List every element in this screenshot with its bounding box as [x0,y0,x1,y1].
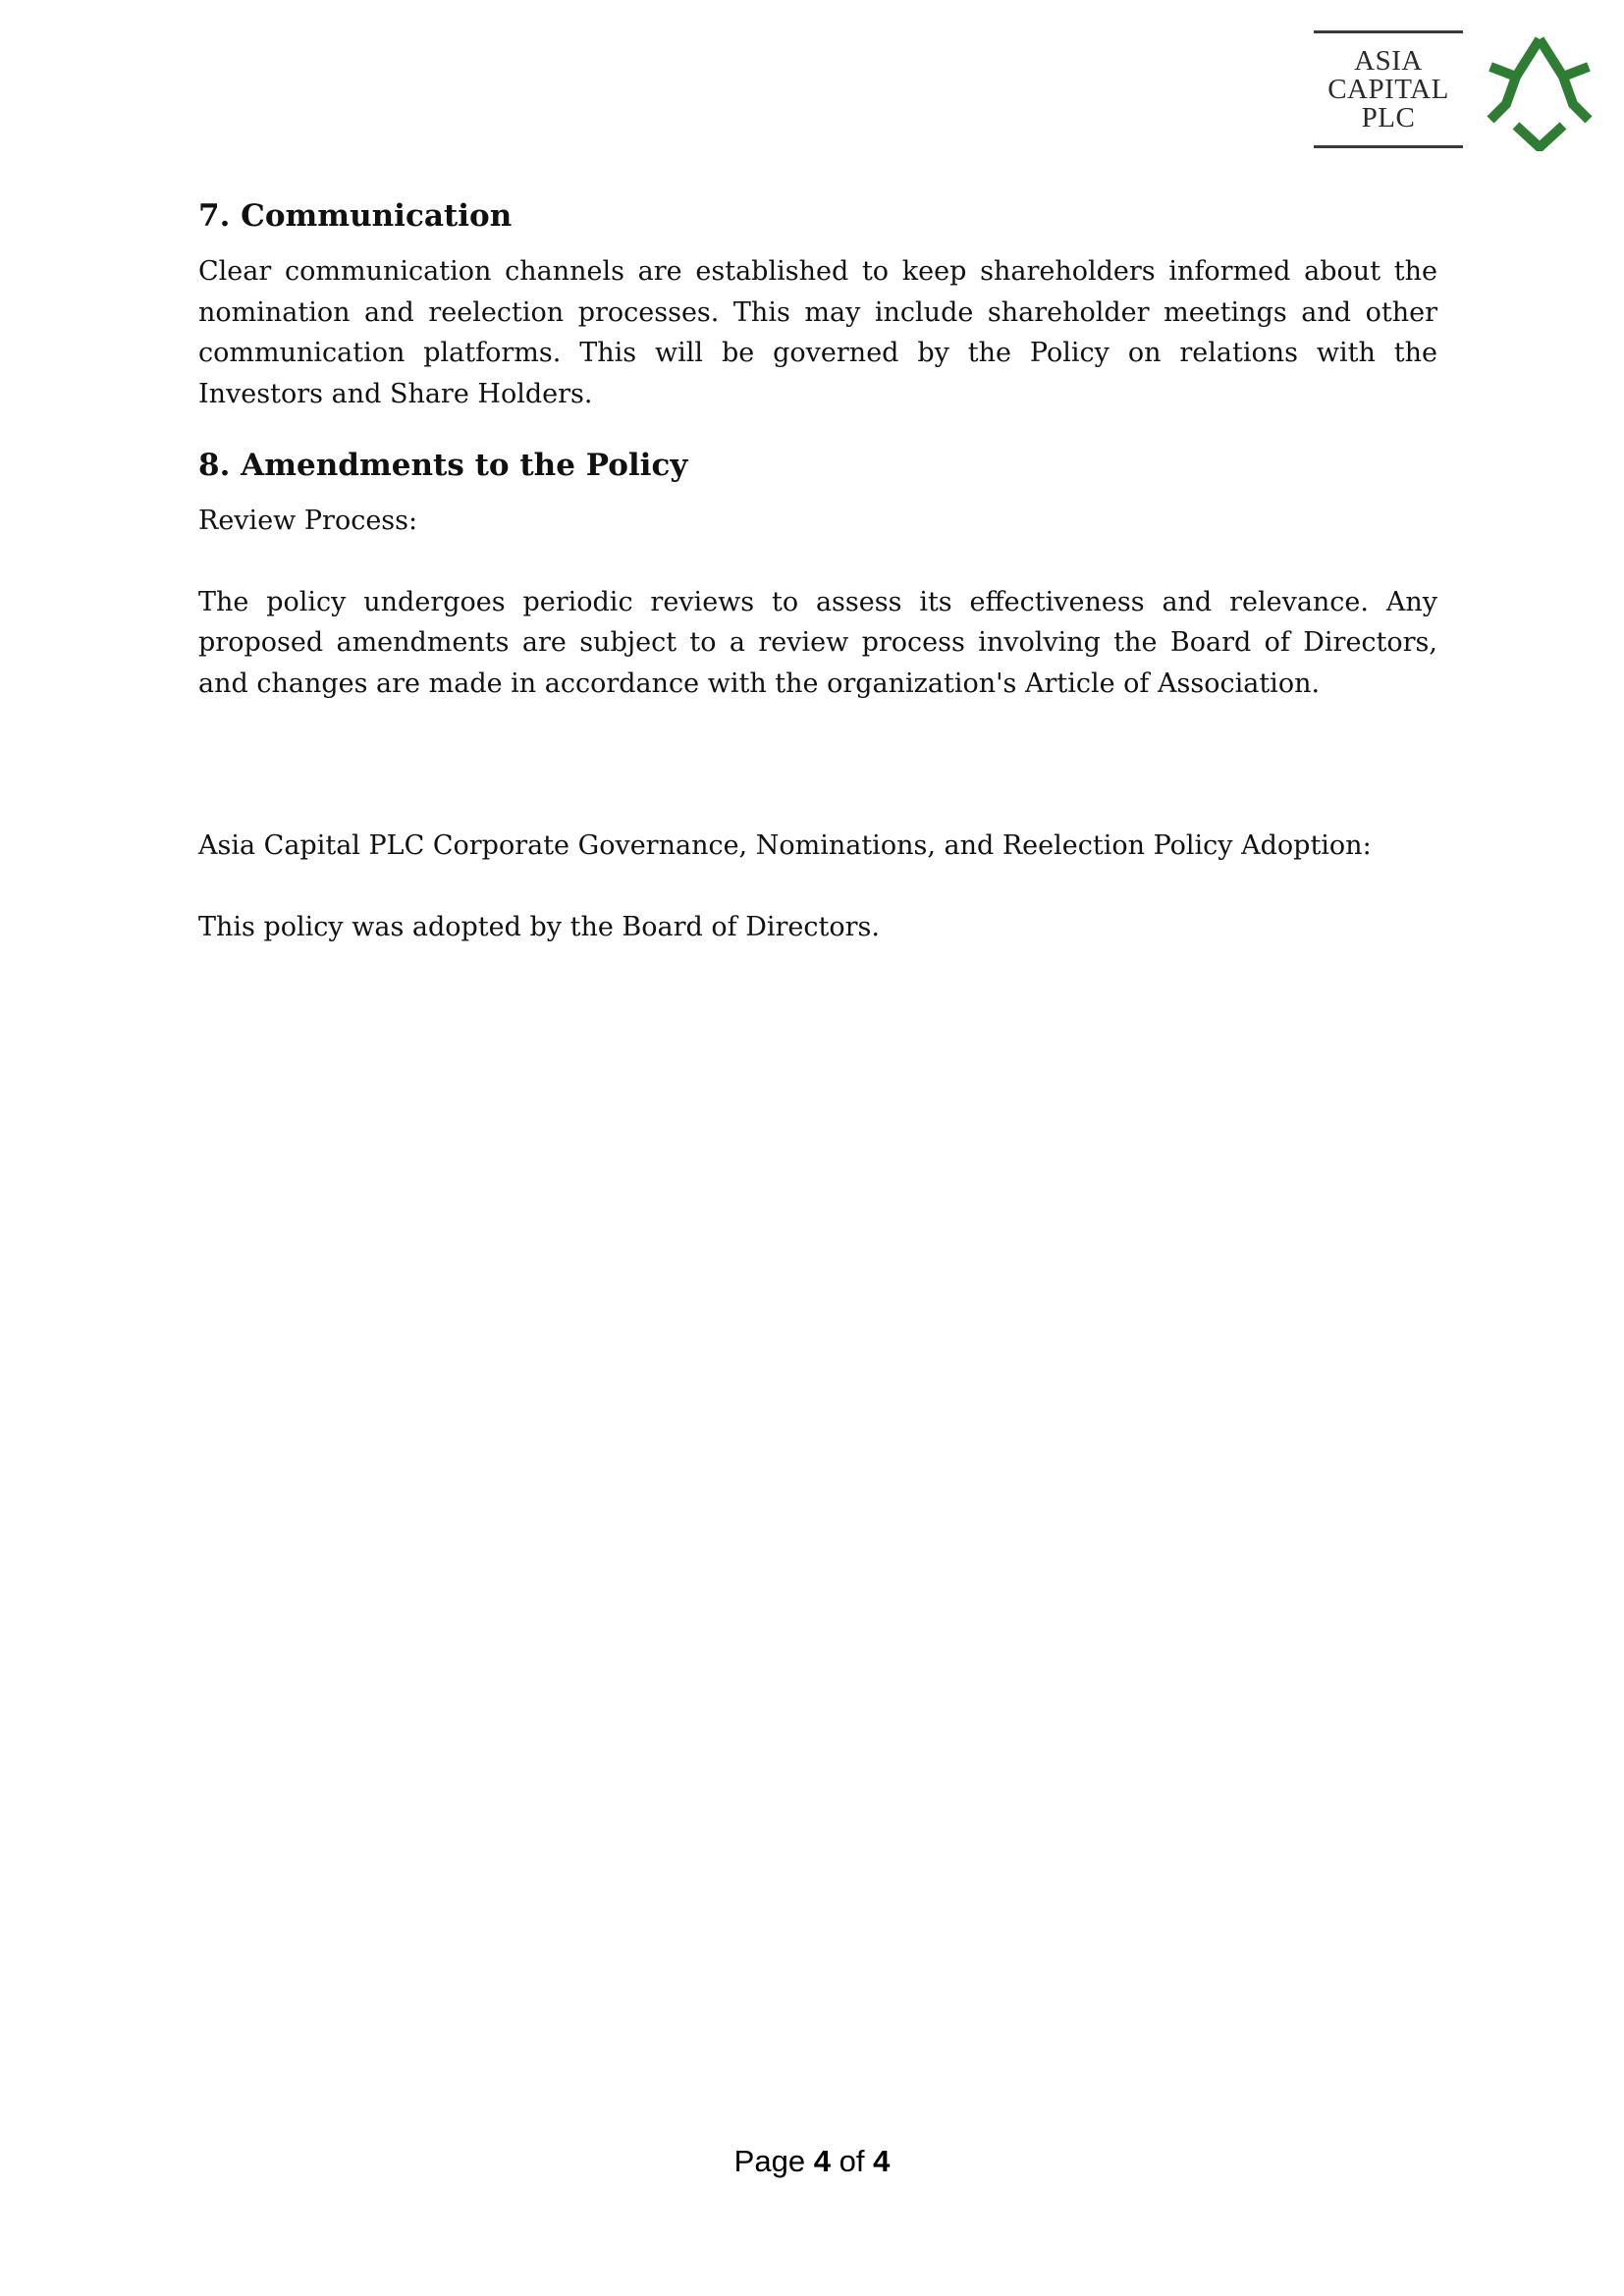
section-7-body: Clear communication channels are established to keep shareholders informed about the nomination and reelection processes. This may include shareholder meetings and other communication platforms. This will be governed by the Policy on relations with the Investors and Share Holders. [198,256,1437,409]
section-8-subheading: Review Process: [198,506,418,536]
logo-top-rule [1314,30,1463,33]
document-body [198,196,1437,947]
footer-total-pages: 4 [873,2144,891,2178]
footer-current-page: 4 [813,2144,831,2178]
section-8-body: The policy undergoes periodic reviews to assess its effectiveness and relevance. Any proposed amendments are subject to a review process involving the Board of Directors, and changes are made in accordance with the organization's Article of Association. [198,586,1437,699]
logo-bottom-rule [1314,145,1463,148]
page-number-footer [0,2144,1624,2179]
company-logo [1314,29,1598,157]
adoption-title: Asia Capital PLC Corporate Governance, Nominations, and Reelection Policy Adoption: [198,830,1372,861]
footer-of-word: of [839,2144,865,2178]
star-emblem-icon [1487,35,1593,151]
logo-line-1: ASIA [1354,45,1423,77]
section-8-heading: 8. Amendments to the Policy [198,448,688,483]
adoption-statement: This policy was adopted by the Board of Directors. [198,911,880,942]
logo-line-3: PLC [1361,102,1416,133]
section-7-heading: 7. Communication [198,198,513,234]
footer-page-word: Page [733,2144,806,2178]
logo-wordmark [1314,29,1463,149]
logo-line-2: CAPITAL [1327,74,1449,105]
